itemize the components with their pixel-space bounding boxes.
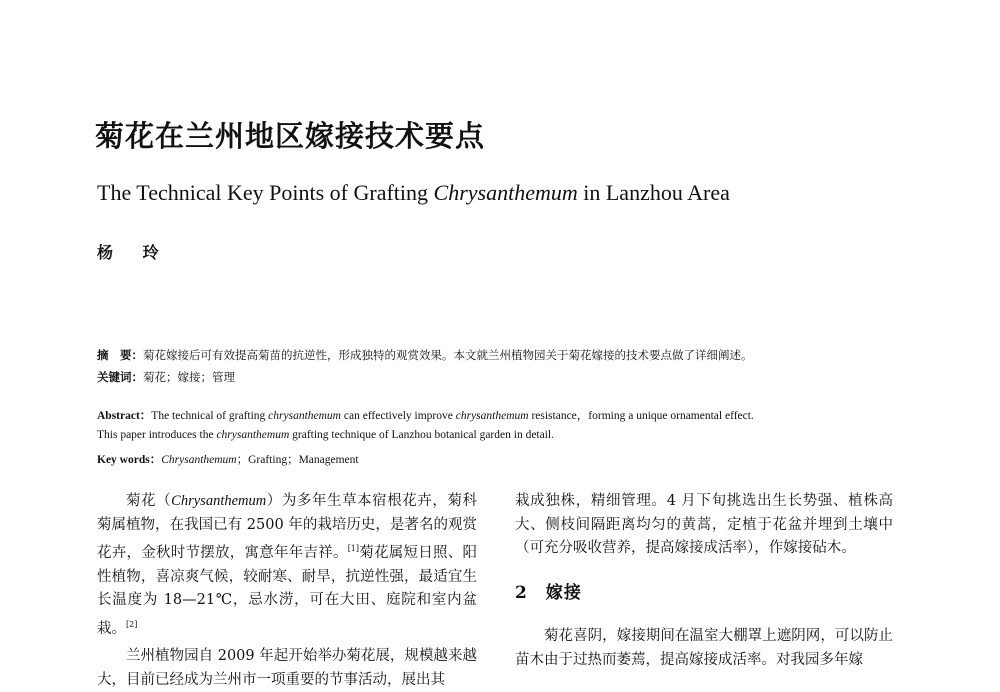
keywords-en-italic: Chrysanthemum	[161, 454, 237, 466]
body-paragraph: 兰州植物园自 2009 年起开始举办菊花展，规模越来越大，目前已经成为兰州市一项重要的节事活动，展出其	[97, 648, 477, 688]
abstract-english-line-1	[97, 407, 754, 423]
keywords-en-label: Key words：	[97, 454, 162, 466]
keywords-english	[97, 451, 359, 467]
body-italic: Chrysanthemum	[171, 493, 267, 509]
abstract-cn-label: 摘 要：	[97, 348, 143, 362]
body-text: 菊花属短日照、阳性植物，喜凉爽气候，较耐寒、耐旱，抗逆性强，最适宜生长温度为 18—21℃，忌水涝，可在大田、庭院和室内盆栽。	[97, 545, 478, 637]
keywords-en-text: ；Grafting；Management	[236, 454, 359, 466]
body-column-left	[97, 490, 477, 692]
abstract-chinese	[97, 347, 753, 363]
keywords-cn-text: 菊花；嫁接；管理	[143, 370, 235, 384]
abstract-en-italic-2: chrysanthemum	[455, 410, 529, 422]
abstract-en-text-2a: This paper introduces the	[97, 429, 217, 441]
body-column-right	[515, 490, 893, 672]
abstract-en-text-1b: can effectively improve	[341, 410, 456, 422]
citation-ref: [2]	[126, 619, 138, 629]
body-paragraph: 菊花喜阴，嫁接期间在温室大棚罩上遮阴网，可以防止苗木由于过热而萎蔫，提高嫁接成活率。对我园多年嫁	[515, 628, 893, 668]
abstract-en-text-1a: The technical of grafting	[151, 410, 269, 422]
paper-title-chinese: 菊花在兰州地区嫁接技术要点	[95, 119, 486, 153]
body-paragraph	[97, 490, 477, 641]
abstract-en-text-1c: resistance，forming a unique ornamental effect.	[528, 410, 754, 422]
citation-ref: [1]	[347, 544, 360, 553]
abstract-en-text-2b: grafting technique of Lanzhou botanical garden in detail.	[289, 429, 554, 441]
author-name: 杨 玲	[97, 243, 171, 262]
abstract-en-italic-1: chrysanthemum	[268, 410, 341, 422]
section-heading	[515, 582, 893, 606]
abstract-en-italic-3: chrysanthemum	[216, 429, 290, 441]
title-en-italic: Chrysanthemum	[433, 180, 578, 205]
title-en-suffix: in Lanzhou Area	[577, 180, 730, 205]
section-number: 2	[515, 582, 528, 603]
body-text: 菊花（	[126, 493, 172, 509]
paper-title-english	[97, 180, 730, 206]
section-title: 嫁接	[545, 582, 582, 603]
body-paragraph: 栽成独株，精细管理。4 月下旬挑选出生长势强、植株高大、侧枝间隔距离均匀的黄蒿，定植于花盆并埋到土壤中（可充分吸收营养，提高嫁接成活率），作嫁接砧木。	[515, 493, 893, 556]
abstract-cn-text: 菊花嫁接后可有效提高菊苗的抗逆性，形成独特的观赏效果。本文就兰州植物园关于菊花嫁接的技术要点做了详细阐述。	[143, 348, 753, 362]
keywords-cn-label: 关键词：	[97, 370, 143, 384]
title-en-prefix: The Technical Key Points of Grafting	[97, 180, 434, 205]
abstract-en-label: Abstract：	[97, 410, 152, 422]
keywords-chinese	[97, 369, 235, 385]
body-text: ）为多年生草本宿根花卉，菊科菊属植物，在我国已有 2500 年的栽培历史，是著名的观赏花卉，金秋时节摆放，寓意年年吉祥。	[97, 493, 478, 561]
abstract-english-line-2	[97, 429, 554, 441]
